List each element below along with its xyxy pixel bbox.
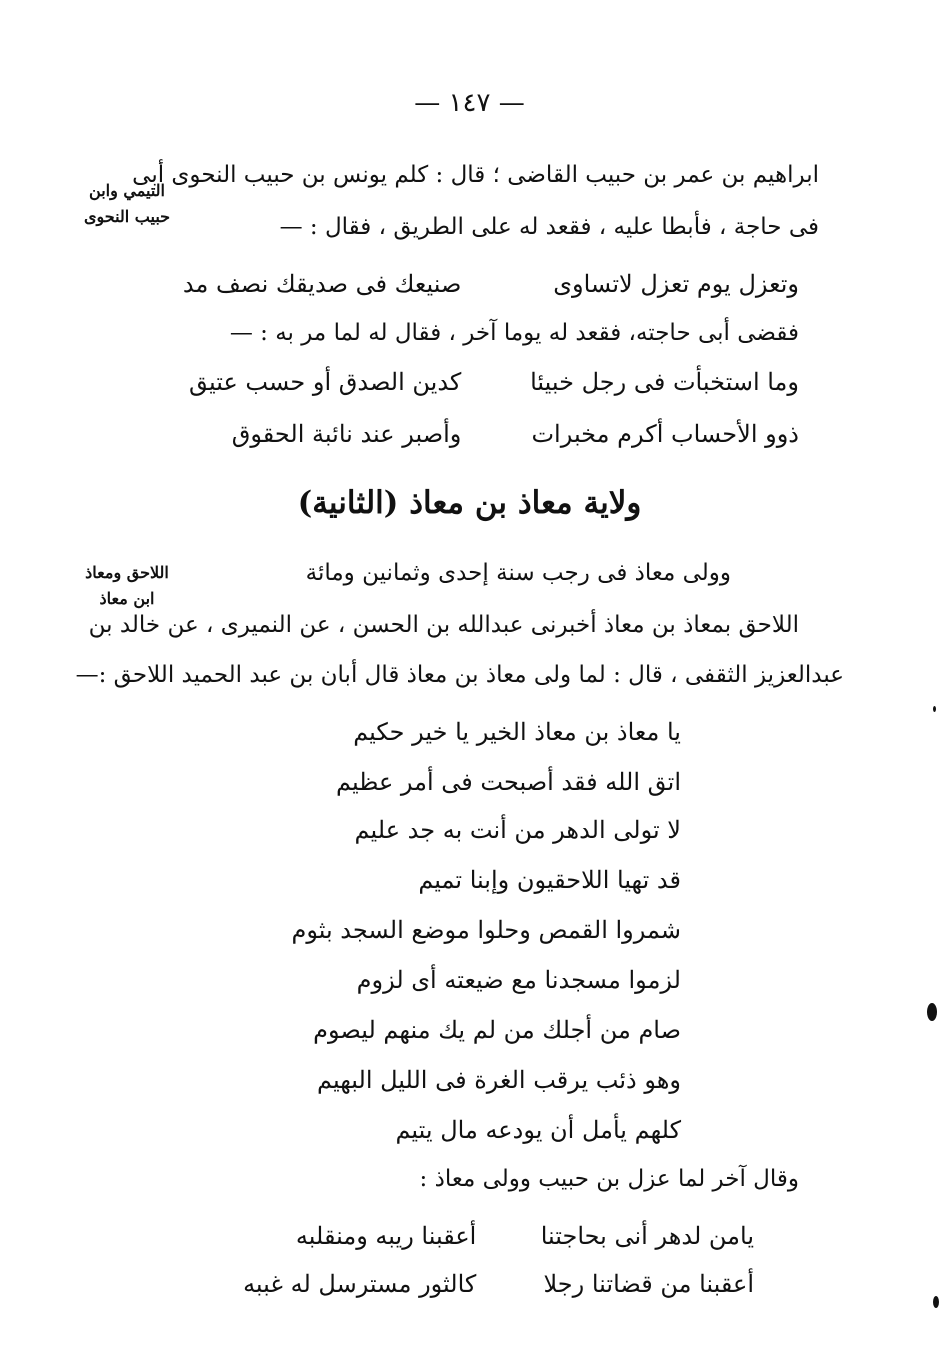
verse-line — [243, 1270, 754, 1298]
poem-line: قد تهيا اللاحقيون وإبنا تميم — [418, 866, 681, 894]
verse-hemistich-left: كدين الصدق أو حسب عتيق — [188, 368, 462, 396]
verse-hemistich-right: وما استخبأت فى رجل خبيئا — [530, 368, 799, 396]
ink-mark — [933, 1296, 939, 1308]
verse-hemistich-left: كالثور مسترسل له غببه — [243, 1270, 477, 1298]
paragraph-line: اللاحق بمعاذ بن معاذ أخبرنى عبدالله بن الحسن ، عن النميرى ، عن خالد بن — [88, 612, 799, 638]
ink-mark — [927, 1003, 937, 1021]
section-heading: ولاية معاذ بن معاذ (الثانية) — [297, 485, 642, 521]
poem-line: صام من أجلك من لم يك منهم ليصوم — [313, 1016, 681, 1044]
poem-line: لا تولى الدهر من أنت به جد عليم — [354, 816, 681, 844]
margin-note-line: التيمي وابن — [89, 181, 165, 200]
margin-note-lahiq — [62, 560, 192, 612]
verse-hemistich-right: أعقبنا من قضاتنا رجلا — [543, 1270, 754, 1298]
verse-hemistich-left: وأصبر عند نائبة الحقوق — [231, 420, 462, 448]
paragraph-line: فى حاجة ، فأبطا عليه ، فقعد له على الطريق ، فقال : — — [279, 214, 819, 240]
paragraph-line: وولى معاذ فى رجب سنة إحدى وثمانين ومائة — [305, 560, 731, 586]
margin-note-line: ابن معاذ — [99, 589, 155, 608]
paragraph-line: ابراهيم بن عمر بن حبيب القاضى ؛ قال : كلم يونس بن حبيب النحوى أبى — [132, 162, 819, 188]
margin-note-line: حبيب النحوى — [83, 207, 171, 226]
paragraph-line: عبدالعزيز الثقفى ، قال : لما ولى معاذ بن معاذ قال أبان بن عبد الحميد اللاحق :— — [75, 662, 844, 688]
ink-mark — [933, 706, 936, 712]
poem-line: وهو ذئب يرقب الغرة فى الليل البهيم — [316, 1066, 681, 1094]
poem-line: لزموا مسجدنا مع ضيعته أى لزوم — [356, 966, 681, 994]
verse-line — [189, 368, 799, 396]
prose-line: فقضى أبى حاجته، فقعد له يوما آخر ، فقال له لما مر به : — — [229, 320, 799, 346]
verse-hemistich-left: أعقبنا ريبه ومنقلبه — [295, 1222, 477, 1250]
poem-line: يا معاذ بن معاذ الخير يا خير حكيم — [353, 718, 681, 746]
verse-hemistich-right: وتعزل يوم تعزل لاتساوى — [553, 270, 799, 298]
verse-line — [183, 270, 799, 298]
poem-line: كلهم يأمل أن يودعه مال يتيم — [395, 1116, 681, 1144]
poem-line: اتق الله فقد أصبحت فى أمر عظيم — [336, 768, 681, 796]
verse-line — [296, 1222, 754, 1250]
verse-hemistich-right: يامن لدهر أنى بحاجتنا — [540, 1222, 754, 1250]
verse-line — [232, 420, 799, 448]
margin-note-line: اللاحق ومعاذ — [85, 563, 169, 582]
verse-hemistich-left: صنيعك فى صديقك نصف مد — [182, 270, 462, 298]
page-number: — ١٤٧ — — [414, 88, 525, 118]
verse-hemistich-right: ذوو الأحساب أكرم مخبرات — [531, 420, 799, 448]
prose-line: وقال آخر لما عزل بن حبيب وولى معاذ : — [419, 1166, 799, 1192]
poem-line: شمروا القمص وحلوا موضع السجد بثوم — [291, 916, 681, 944]
